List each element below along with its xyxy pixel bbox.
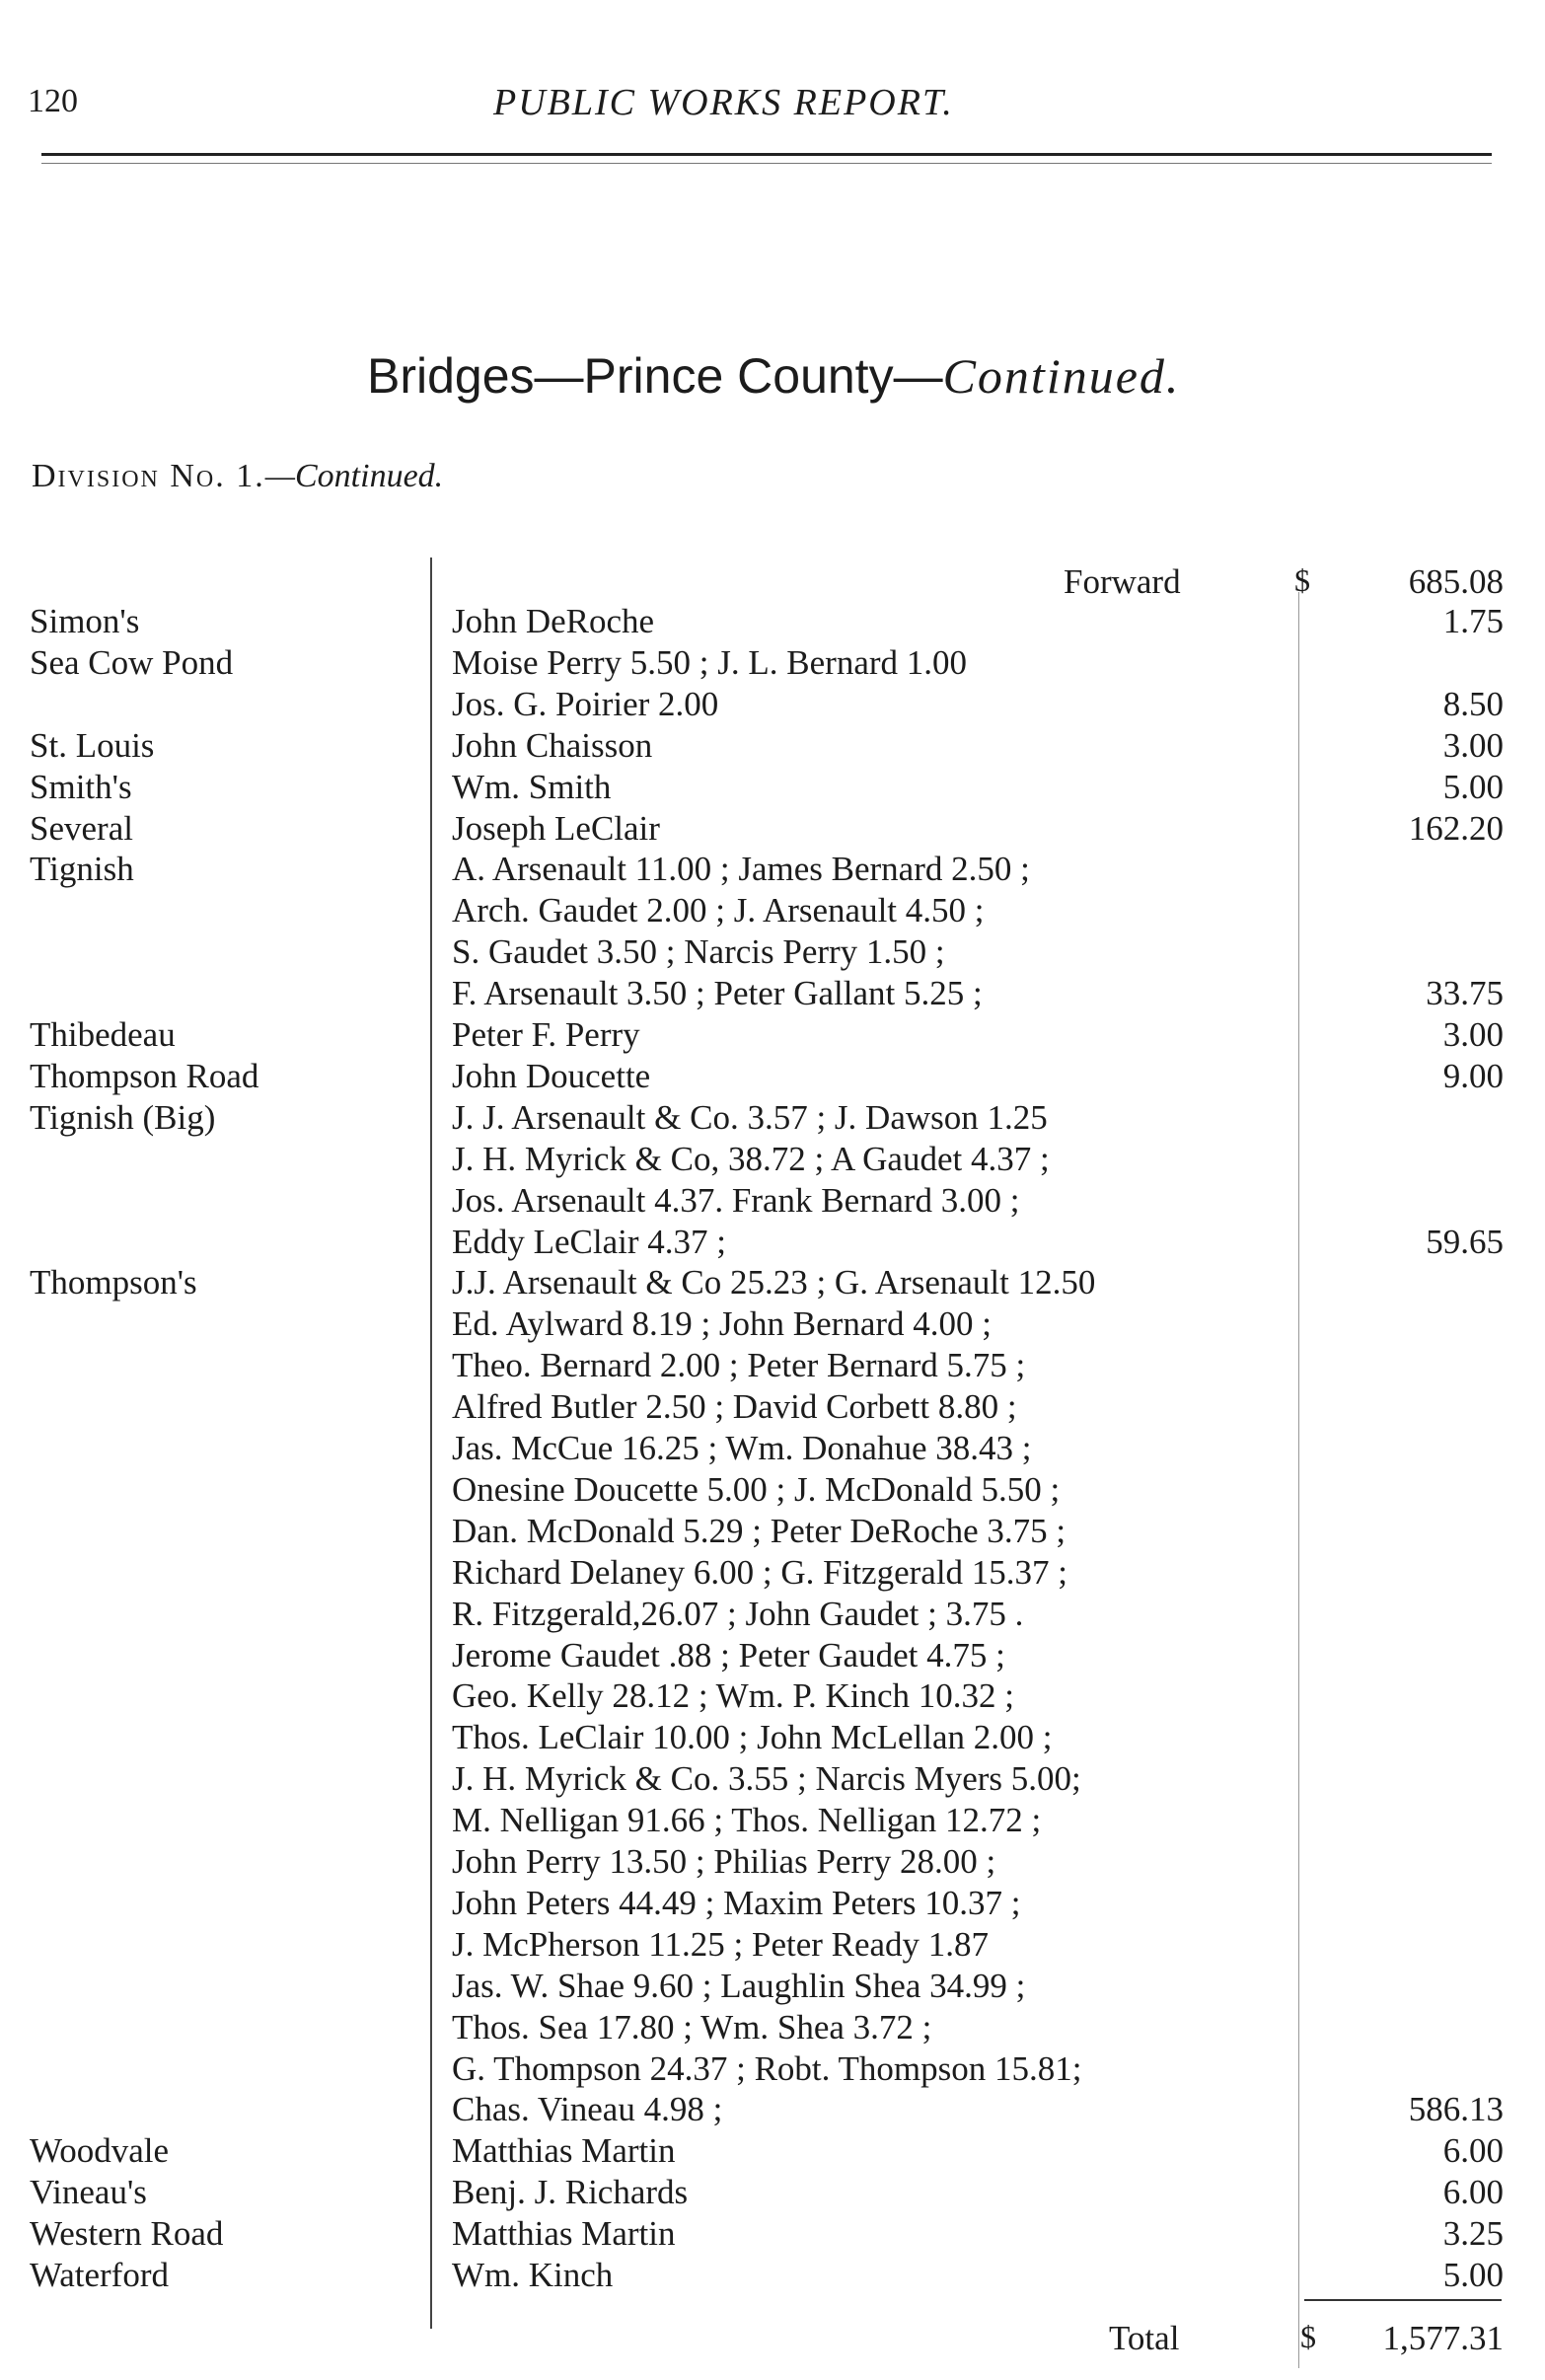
ledger-row (0, 809, 1545, 851)
total-currency: $ (1300, 2319, 1316, 2354)
amount: 8.50 (1442, 684, 1504, 723)
ledger-row (0, 1801, 1545, 1842)
section-title (367, 347, 1180, 405)
section-title-continued: Continued. (942, 348, 1181, 404)
ledger-row (0, 891, 1545, 932)
ledger-row (0, 2256, 1545, 2297)
header-rule (41, 153, 1492, 156)
payee-entry: Thos. Sea 17.80 ; Wm. Shea 3.72 ; (452, 2007, 932, 2046)
ledger-row (0, 1015, 1545, 1057)
running-title: PUBLIC WORKS REPORT. (493, 82, 954, 123)
payee-entry: Ed. Aylward 8.19 ; John Bernard 4.00 ; (452, 1304, 992, 1344)
ledger-row (0, 1595, 1545, 1636)
forward-currency: $ (1294, 562, 1310, 598)
ledger-row (0, 2131, 1545, 2173)
payee-entry: John Perry 13.50 ; Philias Perry 28.00 ; (452, 1842, 996, 1881)
ledger-row (0, 1181, 1545, 1223)
ledger-row (0, 1636, 1545, 1677)
location-label: Tignish (Big) (30, 1097, 216, 1137)
total-rule (1304, 2299, 1502, 2301)
payee-entry: Geo. Kelly 28.12 ; Wm. P. Kinch 10.32 ; (452, 1676, 1015, 1716)
payee-entry: Moise Perry 5.50 ; J. L. Bernard 1.00 (452, 642, 968, 682)
payee-entry: J. H. Myrick & Co, 38.72 ; A Gaudet 4.37 ; (452, 1139, 1050, 1178)
location-label: Several (30, 808, 133, 848)
page-number: 120 (28, 83, 78, 119)
payee-entry: Theo. Bernard 2.00 ; Peter Bernard 5.75 ; (452, 1346, 1026, 1385)
payee-entry: J.J. Arsenault & Co 25.23 ; G. Arsenault 12.50 (452, 1263, 1096, 1302)
amount: 162.20 (1408, 808, 1504, 848)
ledger-row (0, 685, 1545, 726)
payee-entry: Matthias Martin (452, 2131, 676, 2171)
location-label: Thompson's (30, 1263, 197, 1302)
total-label: Total (1109, 2319, 1180, 2357)
location-label: Thompson Road (30, 1056, 259, 1095)
payee-entry: Peter F. Perry (452, 1015, 640, 1054)
division-label: Division No. 1. (32, 458, 265, 494)
ledger-row (0, 1346, 1545, 1387)
amount: 59.65 (1426, 1222, 1504, 1261)
location-label: Simon's (30, 602, 140, 640)
ledger-row (0, 1967, 1545, 2008)
location-label: Vineau's (30, 2173, 147, 2212)
ledger-row (0, 1223, 1545, 1264)
ledger-row (0, 2173, 1545, 2214)
payee-entry: A. Arsenault 11.00 ; James Bernard 2.50 ; (452, 850, 1030, 889)
ledger-row (0, 1387, 1545, 1429)
ledger-row (0, 1718, 1545, 1759)
payee-entry: Benj. J. Richards (452, 2173, 689, 2212)
payee-entry: Jerome Gaudet .88 ; Peter Gaudet 4.75 ; (452, 1635, 1005, 1674)
ledger-row (0, 1098, 1545, 1140)
ledger-row (0, 1553, 1545, 1595)
payee-entry: R. Fitzgerald,26.07 ; John Gaudet ; 3.75 . (452, 1594, 1024, 1633)
payee-entry: John DeRoche (452, 602, 655, 640)
ledger-row (0, 2214, 1545, 2256)
payee-entry: Jas. McCue 16.25 ; Wm. Donahue 38.43 ; (452, 1429, 1032, 1467)
total-amount: 1,577.31 (1382, 2319, 1504, 2357)
payee-entry: S. Gaudet 3.50 ; Narcis Perry 1.50 ; (452, 932, 945, 972)
payee-entry: Chas. Vineau 4.98 ; (452, 2090, 723, 2129)
amount: 586.13 (1408, 2090, 1504, 2129)
payee-entry: Wm. Smith (452, 767, 612, 806)
location-label: St. Louis (30, 725, 155, 765)
payee-entry: Jos. Arsenault 4.37. Frank Bernard 3.00 ; (452, 1180, 1020, 1220)
amount: 3.00 (1442, 1015, 1504, 1054)
payee-entry: J. McPherson 11.25 ; Peter Ready 1.87 (452, 1924, 990, 1964)
payee-entry: Eddy LeClair 4.37 ; (452, 1222, 727, 1261)
ledger-row (0, 1429, 1545, 1470)
payee-entry: Thos. LeClair 10.00 ; John McLellan 2.00 ; (452, 1718, 1053, 1757)
payee-entry: Matthias Martin (452, 2214, 676, 2254)
amount: 3.25 (1442, 2214, 1504, 2254)
section-title-main: Bridges—Prince County— (367, 348, 943, 404)
ledger-row (0, 643, 1545, 685)
payee-entry: John Peters 44.49 ; Maxim Peters 10.37 ; (452, 1883, 1021, 1922)
division-continued: —Continued. (264, 458, 444, 494)
location-label: Western Road (30, 2214, 224, 2254)
ledger-row (0, 932, 1545, 974)
ledger-row (0, 1263, 1545, 1304)
ledger-row (0, 1925, 1545, 1967)
payee-entry: Dan. McDonald 5.29 ; Peter DeRoche 3.75 ; (452, 1511, 1067, 1550)
ledger-row (0, 974, 1545, 1015)
amount: 5.00 (1442, 767, 1504, 806)
payee-entry: Wm. Kinch (452, 2256, 614, 2294)
forward-row (0, 562, 1545, 604)
ledger-row (0, 726, 1545, 768)
ledger-row (0, 1140, 1545, 1181)
ledger-row (0, 1057, 1545, 1098)
payee-entry: John Chaisson (452, 725, 653, 765)
ledger-row (0, 1512, 1545, 1553)
ledger-row (0, 2049, 1545, 2091)
ledger-row (0, 1884, 1545, 1925)
payee-entry: Jas. W. Shae 9.60 ; Laughlin Shea 34.99 ; (452, 1966, 1026, 2005)
payee-entry: Joseph LeClair (452, 808, 660, 848)
payee-entry: J. J. Arsenault & Co. 3.57 ; J. Dawson 1.25 (452, 1097, 1048, 1137)
ledger-row (0, 2090, 1545, 2131)
location-label: Smith's (30, 767, 132, 806)
location-label: Sea Cow Pond (30, 642, 234, 682)
payee-entry: John Doucette (452, 1056, 651, 1095)
payee-entry: J. H. Myrick & Co. 3.55 ; Narcis Myers 5.00; (452, 1759, 1081, 1799)
header-rule-thin (41, 163, 1492, 164)
location-label: Tignish (30, 850, 134, 889)
ledger-row (0, 1676, 1545, 1718)
amount: 1.75 (1442, 602, 1504, 640)
total-row (0, 2319, 1545, 2360)
amount: 9.00 (1442, 1056, 1504, 1095)
ledger-row (0, 2008, 1545, 2049)
payee-entry: G. Thompson 24.37 ; Robt. Thompson 15.81; (452, 2048, 1082, 2088)
ledger-row (0, 1759, 1545, 1801)
payee-entry: Jos. G. Poirier 2.00 (452, 684, 719, 723)
division-heading (32, 458, 443, 495)
payee-entry: F. Arsenault 3.50 ; Peter Gallant 5.25 ; (452, 974, 983, 1013)
amount: 33.75 (1426, 974, 1504, 1013)
payee-entry: Richard Delaney 6.00 ; G. Fitzgerald 15.37 ; (452, 1552, 1068, 1592)
payee-entry: M. Nelligan 91.66 ; Thos. Nelligan 12.72 ; (452, 1801, 1042, 1840)
ledger-row (0, 1842, 1545, 1884)
location-label: Waterford (30, 2256, 169, 2294)
forward-amount: 685.08 (1408, 562, 1504, 601)
ledger-row (0, 1470, 1545, 1512)
ledger-row (0, 602, 1545, 643)
payee-entry: Alfred Butler 2.50 ; David Corbett 8.80 ; (452, 1387, 1017, 1427)
payee-entry: Onesine Doucette 5.00 ; J. McDonald 5.50 ; (452, 1469, 1061, 1509)
amount: 6.00 (1442, 2131, 1504, 2171)
amount: 3.00 (1442, 725, 1504, 765)
amount: 5.00 (1442, 2256, 1504, 2294)
location-label: Thibedeau (30, 1015, 176, 1054)
amount: 6.00 (1442, 2173, 1504, 2212)
forward-label: Forward (1064, 562, 1181, 601)
ledger-row (0, 768, 1545, 809)
ledger-row (0, 1304, 1545, 1346)
location-label: Woodvale (30, 2131, 170, 2171)
ledger-row (0, 850, 1545, 891)
payee-entry: Arch. Gaudet 2.00 ; J. Arsenault 4.50 ; (452, 891, 985, 930)
